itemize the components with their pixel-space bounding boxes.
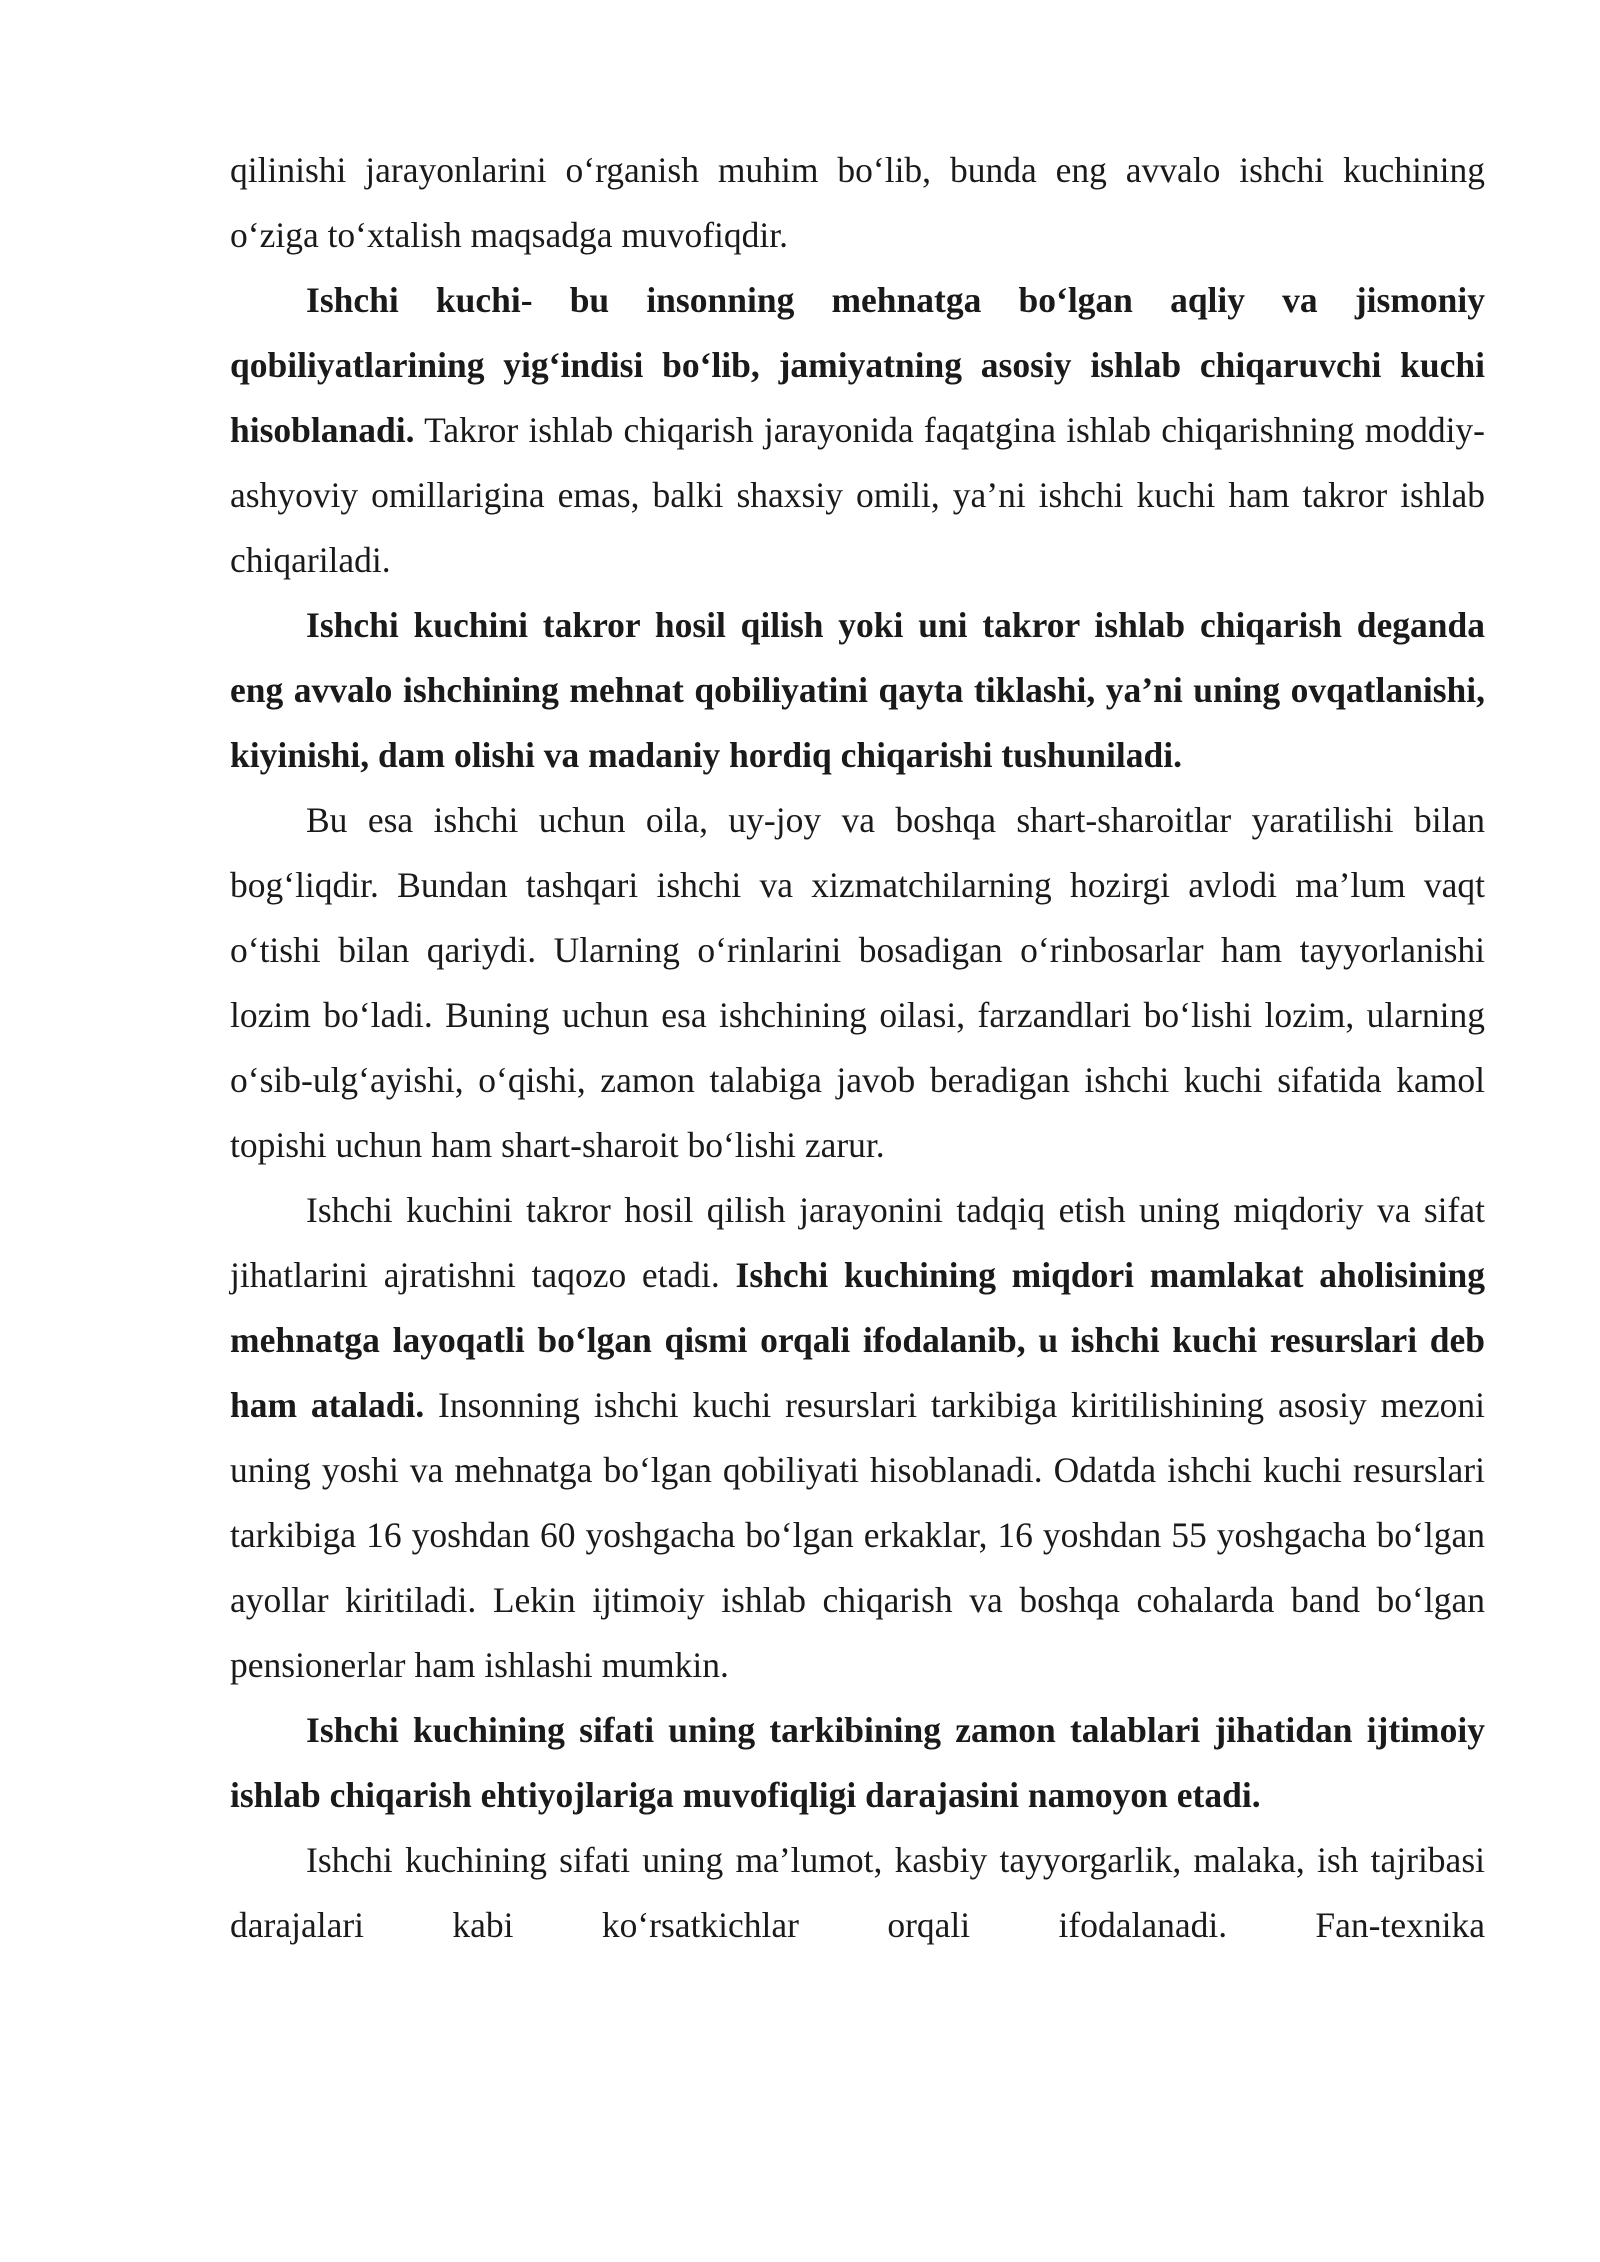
paragraph-5-bold-definition: Ishchi kuchining miqdori mamlakat aholisining mehnatga layoqatli bo‘lgan qismi orqali ifodalanib, u ishchi kuchi resurslari deb ham ataladi. (230, 1255, 1485, 1425)
paragraph-3 (230, 593, 1485, 788)
paragraph-7 (230, 1828, 1485, 1958)
paragraph-5 (230, 1178, 1485, 1698)
paragraph-1-text: qilinishi jarayonlarini o‘rganish muhim bo‘lib, bunda eng avvalo ishchi kuchining o‘ziga to‘xtalish maqsadga muvofiqdir. (230, 150, 1485, 255)
paragraph-3-bold-text: Ishchi kuchini takror hosil qilish yoki uni takror ishlab chiqarish deganda eng avvalo ishchining mehnat qobiliyatini qayta tiklashi, ya’ni uning ovqatlanishi, kiyinishi, dam olishi va madaniy hordiq chiqarishi tushuniladi. (230, 605, 1485, 775)
paragraph-6 (230, 1698, 1485, 1828)
paragraph-6-bold-text: Ishchi kuchining sifati uning tarkibining zamon talablari jihatidan ijtimoiy ishlab chiqarish ehtiyojlariga muvofiqligi darajasini namoyon etadi. (230, 1710, 1485, 1815)
paragraph-1 (230, 138, 1485, 268)
paragraph-5-text-end: Insonning ishchi kuchi resurslari tarkibiga kiritilishining asosiy mezoni uning yoshi va mehnatga bo‘lgan qobiliyati hisoblanadi. Odatda ishchi kuchi resurslari tarkibiga 16 yoshdan 60 yoshgacha bo‘lgan erkaklar, 16 yoshdan 55 yoshgacha bo‘lgan ayollar kiritiladi. Lekin ijtimoiy ishlab chiqarish va boshqa cohalarda band bo‘lgan pensionerlar ham ishlashi mumkin. (230, 1385, 1485, 1685)
paragraph-4-text: Bu esa ishchi uchun oila, uy-joy va boshqa shart-sharoitlar yaratilishi bilan bog‘liqdir. Bundan tashqari ishchi va xizmatchilarning hozirgi avlodi ma’lum vaqt o‘tishi bilan qariydi. Ularning o‘rinlarini bosadigan o‘rinbosarlar ham tayyorlanishi lozim bo‘ladi. Buning uchun esa ishchining oilasi, farzandlari bo‘lishi lozim, ularning o‘sib-ulg‘ayishi, o‘qishi, zamon talabiga javob beradigan ishchi kuchi sifatida kamol topishi uchun ham shart-sharoit bo‘lishi zarur. (230, 800, 1485, 1165)
paragraph-7-text: Ishchi kuchining sifati uning ma’lumot, kasbiy tayyorgarlik, malaka, ish tajribasi darajalari kabi ko‘rsatkichlar orqali ifodalanadi. Fan-texnika (230, 1840, 1485, 1945)
paragraph-2-text: Takror ishlab chiqarish jarayonida faqatgina ishlab chiqarishning moddiy-ashyoviy omillarigina emas, balki shaxsiy omili, ya’ni ishchi kuchi ham takror ishlab chiqariladi. (230, 410, 1485, 580)
paragraph-2-bold-definition: Ishchi kuchi- bu insonning mehnatga bo‘lgan aqliy va jismoniy qobiliyatlarining yig‘indisi bo‘lib, jamiyatning asosiy ishlab chiqaruvchi kuchi hisoblanadi. (230, 280, 1485, 450)
paragraph-5-text-start: Ishchi kuchini takror hosil qilish jarayonini tadqiq etish uning miqdoriy va sifat jihatlarini ajratishni taqozo etadi. (230, 1190, 1485, 1295)
paragraph-4 (230, 788, 1485, 1178)
paragraph-2 (230, 268, 1485, 593)
document-page (230, 138, 1485, 1958)
